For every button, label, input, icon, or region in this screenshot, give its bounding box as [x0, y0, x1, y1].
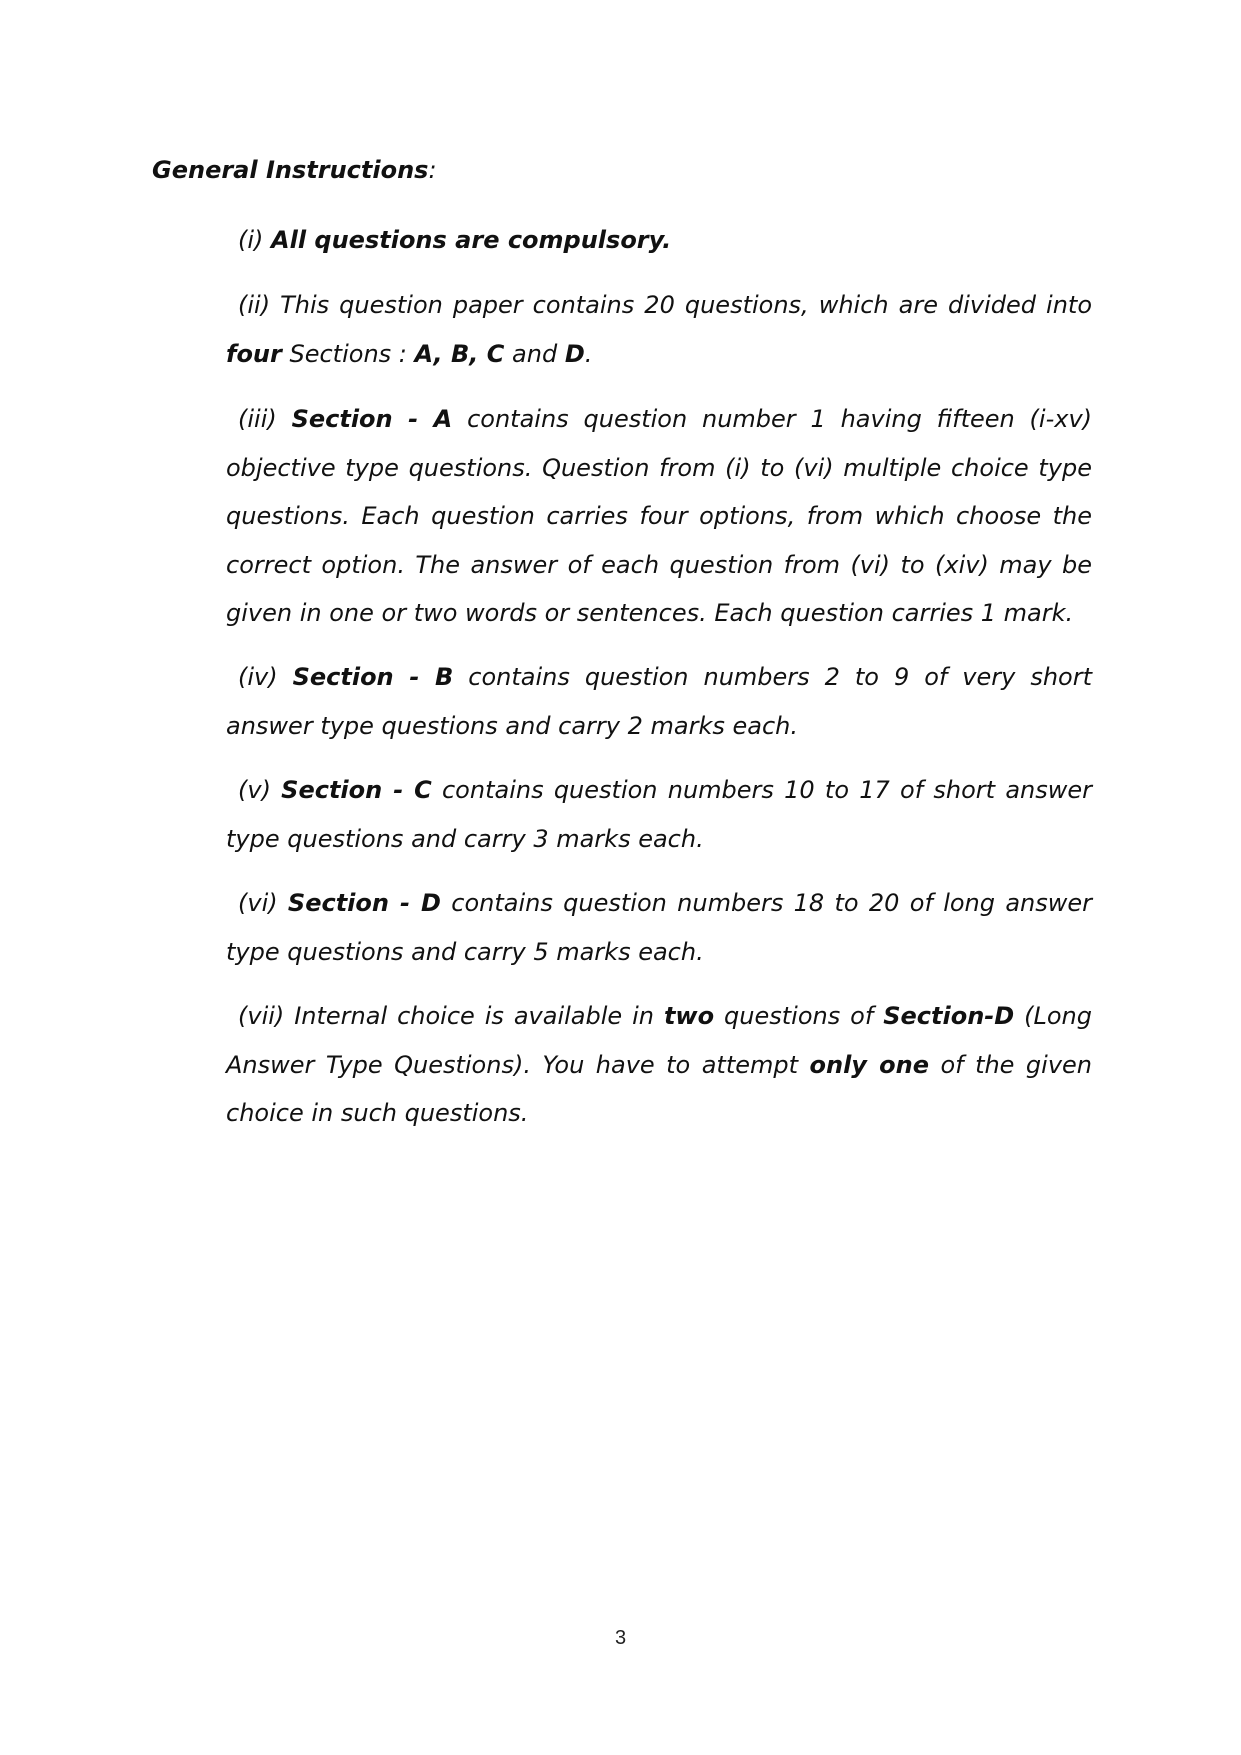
instruction-v-text: contains question numbers 10 to 17 of short answer type questions and carry 3 marks each.	[226, 776, 1092, 853]
instruction-iii-text: contains question number 1 having fifteen (i-xv) objective type questions. Question from (i) to (vi) multiple choice type questions. Each question carries four options, from which choose the correct option. The answer of each question from (vi) to (xiv) may be given in one or two words or sentences. Each question carries 1 mark.	[226, 405, 1093, 627]
instruction-vi-text: contains question numbers 18 to 20 of long answer type questions and carry 5 marks each.	[226, 889, 1092, 966]
instruction-iii-number: (iii)	[238, 405, 292, 433]
instruction-item-iv	[226, 653, 1092, 750]
instruction-ii-section-d: D	[564, 339, 585, 368]
instruction-vii-text-start: (vii) Internal choice is available in	[238, 1002, 664, 1030]
instruction-item-ii	[226, 281, 1092, 378]
instruction-vii-section-d: Section-D	[883, 1002, 1015, 1030]
instruction-ii-four: four	[226, 339, 282, 368]
instruction-i-text: All questions are compulsory.	[271, 226, 672, 254]
general-instructions-heading	[152, 152, 437, 188]
instruction-vii-text-middle: (Long Answer Type Questions). You have to attempt	[226, 1002, 1092, 1079]
heading-colon: :	[428, 156, 437, 184]
instruction-vii-only-one: only one	[809, 1050, 929, 1079]
instruction-iv-section-b: Section - B	[292, 663, 454, 691]
instruction-iii-section-a: Section - A	[291, 405, 453, 433]
instruction-vii-questions-of: questions of	[714, 1002, 884, 1030]
instruction-i-number: (i)	[238, 226, 272, 254]
instruction-item-v	[226, 766, 1092, 863]
page-number: 3	[614, 1627, 627, 1649]
instruction-vii-text-end: of the given choice in such questions.	[226, 1050, 1092, 1127]
instruction-item-iii	[226, 395, 1092, 638]
instruction-vi-section-d: Section - D	[287, 889, 441, 917]
instruction-v-number: (v)	[238, 776, 282, 804]
instruction-ii-text: (ii) This question paper contains 20 questions, which are divided into	[238, 291, 1092, 319]
instruction-v-section-c: Section - C	[281, 776, 432, 804]
instruction-item-vii	[226, 992, 1092, 1138]
instruction-iv-number: (iv)	[238, 663, 293, 691]
instruction-item-i	[226, 216, 1092, 265]
heading-label: General Instructions	[152, 156, 429, 184]
instruction-ii-and: and	[504, 339, 565, 368]
instruction-ii-section-letters: A, B, C	[414, 339, 505, 368]
instruction-vii-two: two	[663, 1002, 715, 1030]
instruction-iv-text: contains question numbers 2 to 9 of very short answer type questions and carry 2 marks each.	[226, 663, 1092, 740]
instruction-vi-number: (vi)	[238, 889, 288, 917]
instruction-ii-period: .	[584, 339, 593, 368]
instruction-item-vi	[226, 879, 1092, 976]
instruction-ii-sections-label: Sections :	[281, 339, 415, 368]
